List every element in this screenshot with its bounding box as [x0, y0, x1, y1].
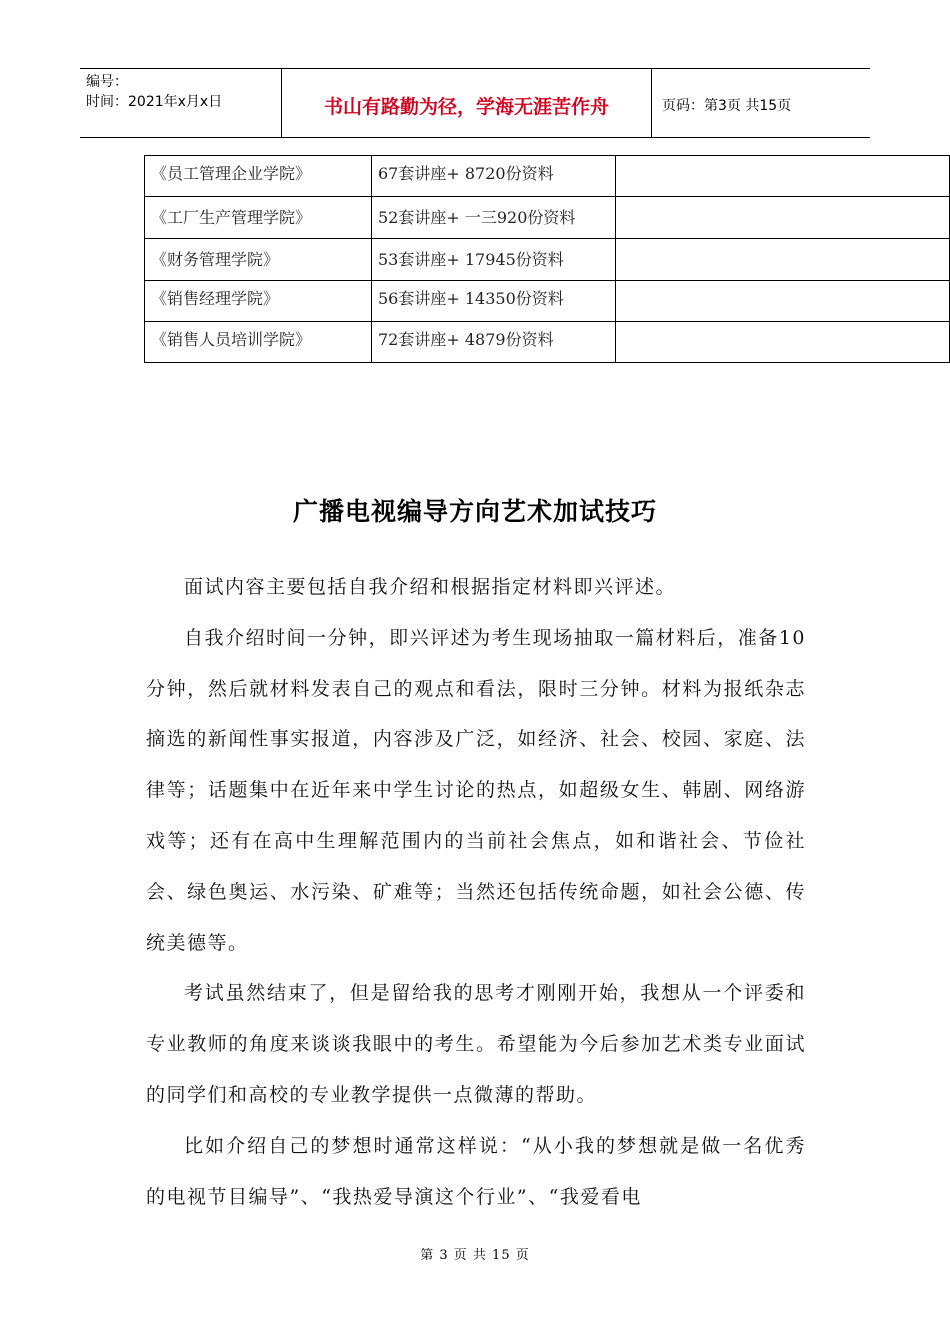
table-cell-name: 《销售经理学院》 [145, 281, 372, 322]
article-body [146, 562, 806, 1222]
table-cell-name: 《工厂生产管理学院》 [145, 197, 372, 239]
table-cell-name: 《销售人员培训学院》 [145, 322, 372, 363]
page-footer: 第 3 页 共 15 页 [420, 1248, 530, 1263]
table-row [145, 281, 950, 322]
table-row [145, 239, 950, 281]
page-header [80, 68, 870, 138]
paragraph: 自我介绍时间一分钟，即兴评述为考生现场抽取一篇材料后，准备10分钟，然后就材料发表自己的观点和看法，限时三分钟。材料为报纸杂志摘选的新闻性事实报道，内容涉及广泛，如经济、社会、校园、家庭、法律等；话题集中在近年来中学生讨论的热点，如超级女生、韩剧、网络游戏等；还有在高中生理解范围内的当前社会焦点，如和谐社会、节俭社会、绿色奥运、水污染、矿难等；当然还包括传统命题，如社会公德、传统美德等。 [146, 626, 806, 954]
paragraph: 比如介绍自己的梦想时通常这样说：“从小我的梦想就是做一名优秀的电视节目编导”、“我热爱导演这个行业”、“我爱看电 [146, 1134, 806, 1208]
paragraph: 考试虽然结束了，但是留给我的思考才刚刚开始，我想从一个评委和专业教师的角度来谈谈我眼中的考生。希望能为今后参加艺术类专业面试的同学们和高校的专业教学提供一点微薄的帮助。 [146, 982, 806, 1106]
paragraph: 面试内容主要包括自我介绍和根据指定材料即兴评述。 [184, 576, 677, 598]
table-cell-note [616, 322, 950, 363]
table-cell-note [616, 197, 950, 239]
table-row [145, 197, 950, 239]
table-cell-content: 72套讲座+ 4879份资料 [372, 322, 616, 363]
time-label: 时间：2021年x月x日 [86, 94, 223, 110]
table-cell-note [616, 156, 950, 197]
table-cell-content: 56套讲座+ 14350份资料 [372, 281, 616, 322]
table-cell-name: 《员工管理企业学院》 [145, 156, 372, 197]
table-cell-name: 《财务管理学院》 [145, 239, 372, 281]
table-cell-note [616, 239, 950, 281]
table-row [145, 156, 950, 197]
table-row [145, 322, 950, 363]
header-page-info: 页码：第3页 共15页 [662, 98, 792, 114]
header-motto: 书山有路勤为径，学海无涯苦作舟 [282, 69, 652, 137]
table-cell-content: 67套讲座+ 8720份资料 [372, 156, 616, 197]
table-cell-content: 52套讲座+ 一三920份资料 [372, 197, 616, 239]
table-cell-content: 53套讲座+ 17945份资料 [372, 239, 616, 281]
resource-table [144, 155, 950, 363]
header-meta [80, 69, 282, 137]
number-label: 编号： [86, 74, 128, 90]
article-title: 广播电视编导方向艺术加试技巧 [292, 497, 657, 526]
table-cell-note [616, 281, 950, 322]
